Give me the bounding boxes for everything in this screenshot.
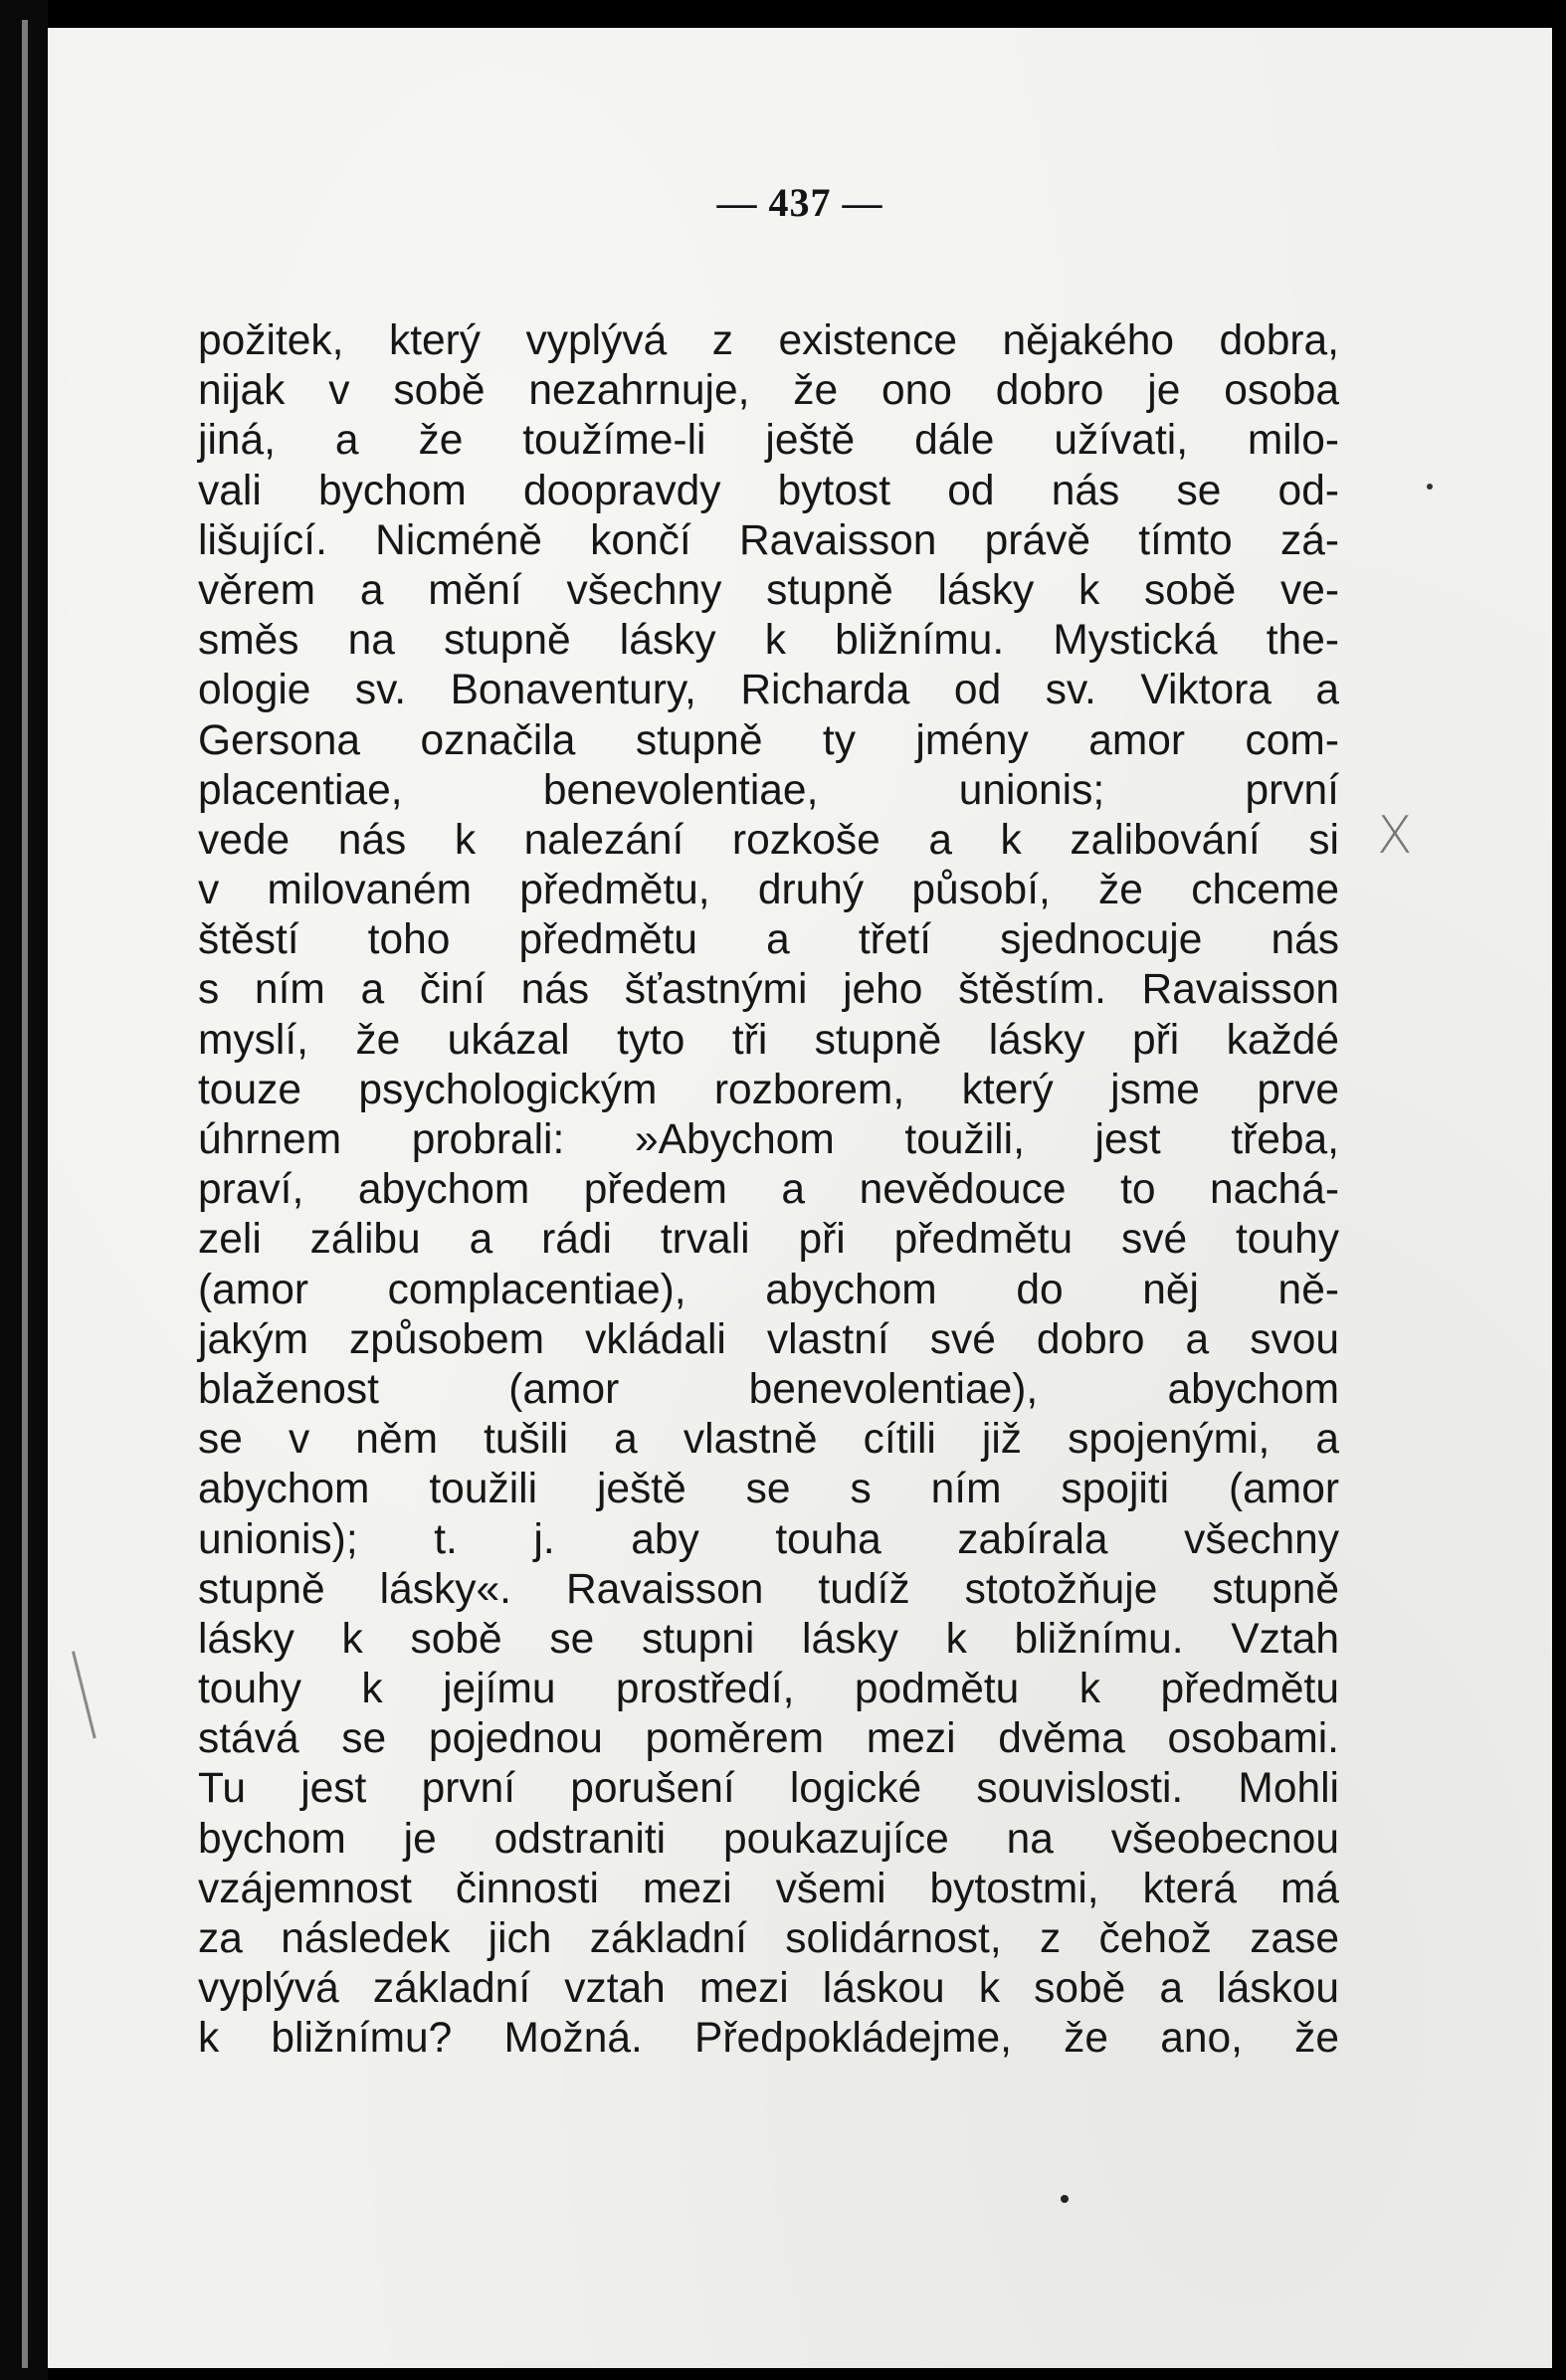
body-text (198, 316, 1339, 2065)
text-line: štěstí toho předmětu a třetí sjednocuje nás (198, 916, 1339, 964)
margin-dot (1061, 2195, 1069, 2203)
text-line: vede nás k nalezání rozkoše a k zalibování si (198, 816, 1339, 864)
text-line: zeli zálibu a rádi trvali při předmětu své touhy (198, 1216, 1339, 1264)
text-line: Tu jest první porušení logické souvislosti. Mohli (198, 1765, 1339, 1813)
text-line: jakým způsobem vkládali vlastní své dobro a svou (198, 1315, 1339, 1363)
text-line: se v něm tušili a vlastně cítili již spojenými, a (198, 1416, 1339, 1464)
text-line: lišující. Nicméně končí Ravaisson právě tímto zá- (198, 516, 1339, 564)
text-line: stupně lásky«. Ravaisson tudíž stotožňuje stupně (198, 1565, 1339, 1613)
page-number: — 437 — (716, 180, 883, 225)
margin-stroke (72, 1651, 97, 1738)
text-line: jiná, a že toužíme-li ještě dále užívati, milo- (198, 417, 1339, 465)
text-line: blaženost (amor benevolentiae), abychom (198, 1365, 1339, 1413)
margin-pencil-mark: X (1377, 806, 1413, 866)
text-line: praví, abychom předem a nevědouce to nachá- (198, 1166, 1339, 1214)
text-line: touhy k jejímu prostředí, podmětu k předmětu (198, 1666, 1339, 1713)
text-line: lásky k sobě se stupni lásky k bližnímu. Vztah (198, 1615, 1339, 1663)
text-line: věrem a mění všechny stupně lásky k sobě ve- (198, 566, 1339, 614)
text-line: myslí, že ukázal tyto tři stupně lásky při každé (198, 1016, 1339, 1064)
text-line: Gersona označila stupně ty jmény amor com- (198, 716, 1339, 764)
text-line: k bližnímu? Možná. Předpokládejme, že ano, že (198, 2015, 1339, 2063)
text-line: ologie sv. Bonaventury, Richarda od sv. Viktora a (198, 667, 1339, 714)
margin-dot (1427, 484, 1433, 490)
text-line: vali bychom doopravdy bytost od nás se od- (198, 467, 1339, 514)
text-line: (amor complacentiae), abychom do něj ně- (198, 1266, 1339, 1313)
book-page (48, 28, 1552, 2368)
text-line: úhrnem probrali: »Abychom toužili, jest třeba, (198, 1116, 1339, 1163)
binding-strip (22, 20, 28, 2368)
text-line: unionis); t. j. aby touha zabírala všechny (198, 1515, 1339, 1563)
text-line: vzájemnost činnosti mezi všemi bytostmi, která má (198, 1865, 1339, 1912)
text-line: stává se pojednou poměrem mezi dvěma osobami. (198, 1715, 1339, 1763)
text-line: směs na stupně lásky k bližnímu. Mystická the- (198, 617, 1339, 665)
text-line: touze psychologickým rozborem, který jsme prve (198, 1066, 1339, 1113)
text-line: bychom je odstraniti poukazujíce na všeobecnou (198, 1815, 1339, 1863)
text-line: za následek jich základní solidárnost, z čehož zase (198, 1915, 1339, 1962)
text-line: v milovaném předmětu, druhý působí, že chceme (198, 867, 1339, 914)
text-line: s ním a činí nás šťastnými jeho štěstím. Ravaisson (198, 966, 1339, 1014)
left-binding-edge (0, 0, 48, 2380)
text-line: vyplývá základní vztah mezi láskou k sobě a láskou (198, 1965, 1339, 2013)
text-line: placentiae, benevolentiae, unionis; první (198, 766, 1339, 814)
text-line: abychom toužili ještě se s ním spojiti (amor (198, 1466, 1339, 1513)
text-line: nijak v sobě nezahrnuje, že ono dobro je osoba (198, 367, 1339, 415)
text-line: požitek, který vyplývá z existence nějakého dobra, (198, 317, 1339, 364)
